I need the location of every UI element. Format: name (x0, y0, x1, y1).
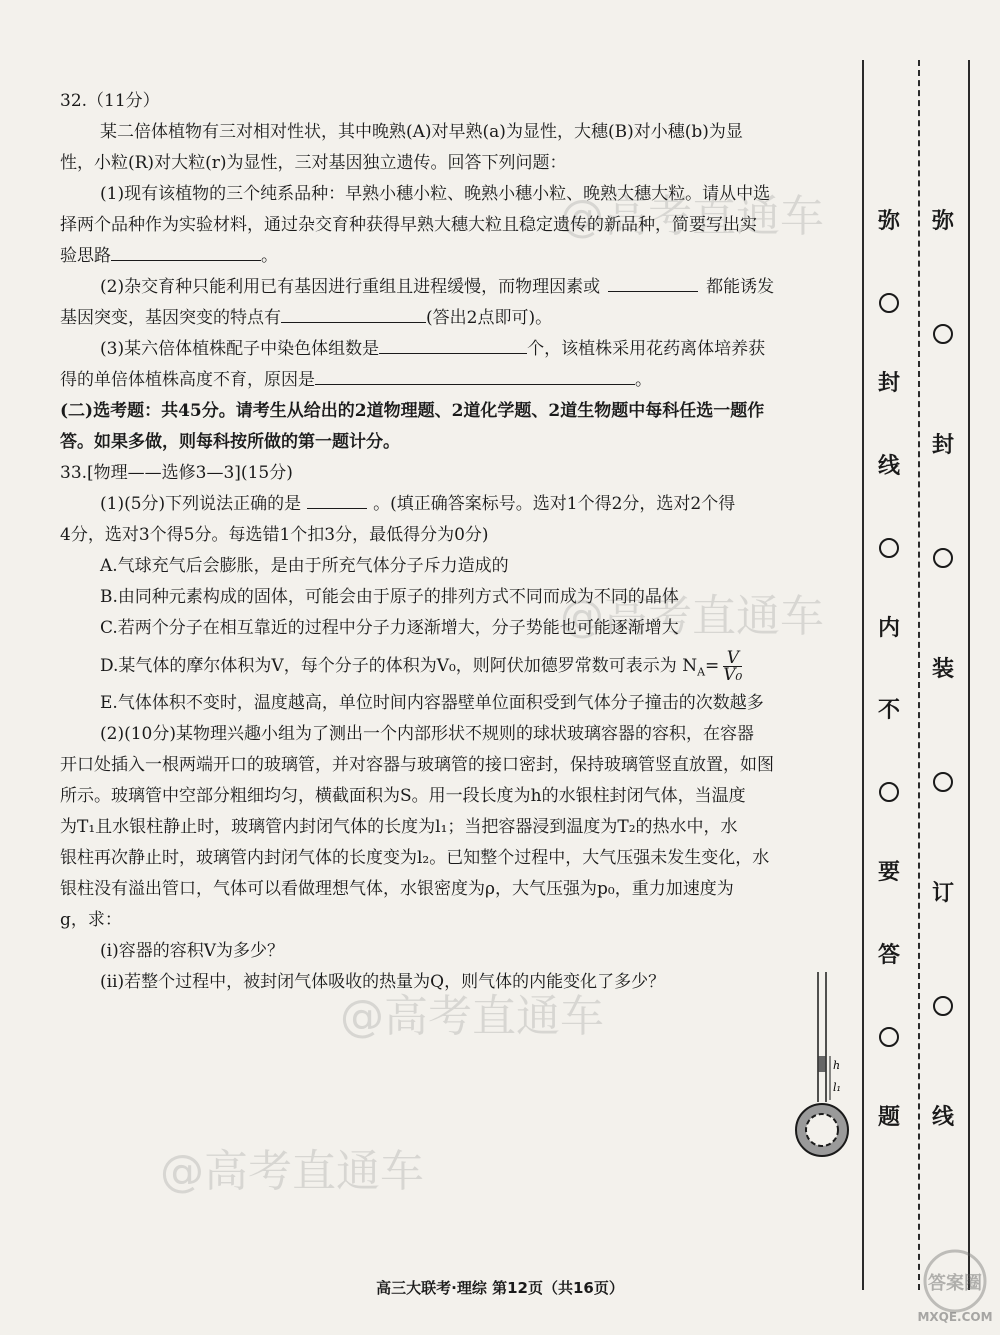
logo-text: 答案圈 (928, 1273, 982, 1294)
option-d (60, 644, 850, 688)
q33-part2: g，求： (60, 910, 122, 930)
q32-part1: 择两个品种作为实验材料，通过杂交育种获得早熟大穗大粒且稳定遗传的新品种，简要写出实 (60, 215, 757, 235)
strip-char: 弥 (931, 209, 954, 234)
answer-blank (608, 273, 698, 292)
sub-question-ii: (ⅱ)若整个过程中，被封闭气体吸收的热量为Q，则气体的内能变化了多少？ (100, 972, 666, 992)
strip-char: 要 (877, 860, 900, 886)
circle-mark (933, 324, 953, 344)
q33-part2: 所示。玻璃管中空部分粗细均匀，横截面积为S。用一段长度为h的水银柱封闭气体，当温度 (60, 786, 746, 806)
q32-part1 (60, 241, 850, 272)
strip-char: 装 (931, 657, 954, 682)
strip-line (968, 60, 970, 1290)
q32-part2-text: 基因突变，基因突变的特点有 (60, 308, 281, 328)
container-inner (806, 1114, 838, 1146)
q32-part3 (60, 365, 850, 396)
strip-char: 内 (877, 615, 900, 641)
strip-char: 弥 (877, 209, 900, 234)
label-h: h (833, 1059, 841, 1072)
q32-part2 (60, 303, 850, 334)
q32-title: 32.（11分） (60, 91, 160, 111)
fraction-denominator: V₀ (723, 665, 743, 685)
mercury-column (819, 1056, 826, 1072)
circle-mark (879, 782, 899, 802)
answer-blank (307, 490, 367, 509)
circle-mark (933, 548, 953, 568)
watermark: @高考直通车 (560, 591, 824, 642)
q33-part2: 银柱再次静止时，玻璃管内封闭气体的长度变为l₂。已知整个过程中，大气压强未发生变化，水 (60, 848, 770, 868)
q32-part3-text: 。 (635, 370, 652, 390)
strip-char: 不 (877, 698, 900, 724)
q32-intro: 某二倍体植物有三对相对性状，其中晚熟(A)对早熟(a)为显性，大穗(B)对小穗(b)为显 (100, 122, 743, 142)
strip-char: 订 (931, 881, 954, 906)
strip-right-column (928, 210, 958, 1130)
watermark: @高考直通车 (560, 191, 824, 242)
option-d-text: D.某气体的摩尔体积为V，每个分子的体积为V₀，则阿伏加德罗常数可表示为 N (100, 656, 698, 676)
strip-char: 答 (877, 943, 900, 969)
section2-heading: (二)选考题：共45分。请考生从给出的2道物理题、2道化学题、2道生物题中每科任选一题作 (60, 401, 765, 421)
q32-part1-text: 验思路 (60, 246, 111, 266)
q32-part3-text: 个，该植株采用花药离体培养获 (527, 339, 766, 359)
answer-blank (315, 366, 635, 385)
fraction (723, 650, 742, 683)
q33-part2: 银柱没有溢出管口，气体可以看做理想气体，水银密度为ρ，大气压强为p₀，重力加速度为 (60, 879, 734, 899)
watermark: @高考直通车 (340, 991, 604, 1042)
question-content (60, 86, 850, 998)
sub-question-i: (ⅰ)容器的容积V为多少？ (100, 941, 284, 961)
q33-part2: 为T₁且水银柱静止时，玻璃管内封闭气体的长度为l₁；当把容器浸到温度为T₂的热水中，水 (60, 817, 738, 837)
circle-mark (879, 1027, 899, 1047)
strip-line (862, 60, 864, 1290)
logo-url: MXQE.COM (917, 1310, 993, 1324)
q33-part1: 4分，选对3个得5分。每选错1个扣3分，最低得分为0分) (60, 525, 489, 545)
q33-part1-text: 。(填正确答案标号。选对1个得2分，选对2个得 (373, 494, 736, 514)
q32-part2-text: (答出2点即可)。 (426, 308, 553, 328)
answer-blank (111, 242, 261, 261)
option-e: E.气体体积不变时，温度越高，单位时间内容器壁单位面积受到气体分子撞击的次数越多 (100, 693, 764, 713)
strip-char: 线 (931, 1105, 954, 1130)
circle-mark (879, 538, 899, 558)
option-a: A.气球充气后会膨胀，是由于所充气体分子斥力造成的 (100, 556, 509, 576)
q32-part2-text: (2)杂交育种只能利用已有基因进行重组且进程缓慢，而物理因素或 (100, 277, 601, 297)
binding-strip (862, 60, 972, 1290)
q32-part1-end: 。 (261, 246, 278, 266)
option-c: C.若两个分子在相互靠近的过程中分子力逐渐增大，分子势能也可能逐渐增大 (100, 618, 679, 638)
answer-blank (281, 304, 426, 323)
label-l1: l₁ (833, 1081, 841, 1094)
circle-mark (879, 293, 899, 313)
glass-container-figure (790, 970, 860, 1170)
q33-part2: (2)(10分)某物理兴趣小组为了测出一个内部形状不规则的球状玻璃容器的容积，在容器 (100, 724, 754, 744)
q33-title: 33.[物理——选修3—3](15分) (60, 463, 293, 483)
watermark: @高考直通车 (160, 1146, 424, 1197)
q32-part3 (60, 334, 850, 365)
option-b: B.由同种元素构成的固体，可能会由于原子的排列方式不同而成为不同的晶体 (100, 587, 679, 607)
circle-mark (933, 772, 953, 792)
page-footer: 高三大联考·理综 第12页（共16页） (376, 1279, 624, 1297)
strip-char: 封 (931, 433, 954, 458)
q32-part3-text: 得的单倍体植株高度不育，原因是 (60, 370, 315, 390)
q32-part2-text: 都能诱发 (706, 277, 775, 297)
option-d-subscript: A (697, 665, 706, 679)
q32-part2 (60, 272, 850, 303)
option-d-equals: = (705, 656, 720, 676)
strip-char: 题 (877, 1104, 900, 1130)
q33-part1 (60, 489, 850, 520)
strip-left-column (874, 210, 904, 1130)
q32-intro: 性，小粒(R)对大粒(r)为显性，三对基因独立遗传。回答下列问题： (60, 153, 567, 173)
q33-part2: 开口处插入一根两端开口的玻璃管，并对容器与玻璃管的接口密封，保持玻璃管竖直放置，如图 (60, 755, 774, 775)
answer-blank (379, 335, 527, 354)
figure-svg (790, 970, 860, 1170)
circle-mark (933, 996, 953, 1016)
logo-svg (915, 1245, 995, 1325)
site-logo (915, 1245, 995, 1325)
strip-char: 线 (877, 453, 900, 479)
q32-part1: (1)现有该植物的三个纯系品种：早熟小穗小粒、晚熟小穗小粒、晚熟大穗大粒。请从中选 (100, 184, 771, 204)
fraction-numerator: V (723, 650, 742, 667)
section2-heading: 答。如果多做，则每科按所做的第一题计分。 (60, 432, 400, 452)
strip-line (918, 60, 920, 1290)
q32-part3-text: (3)某六倍体植株配子中染色体组数是 (100, 339, 380, 359)
strip-char: 封 (877, 370, 900, 396)
q33-part1-text: (1)(5分)下列说法正确的是 (100, 494, 302, 514)
